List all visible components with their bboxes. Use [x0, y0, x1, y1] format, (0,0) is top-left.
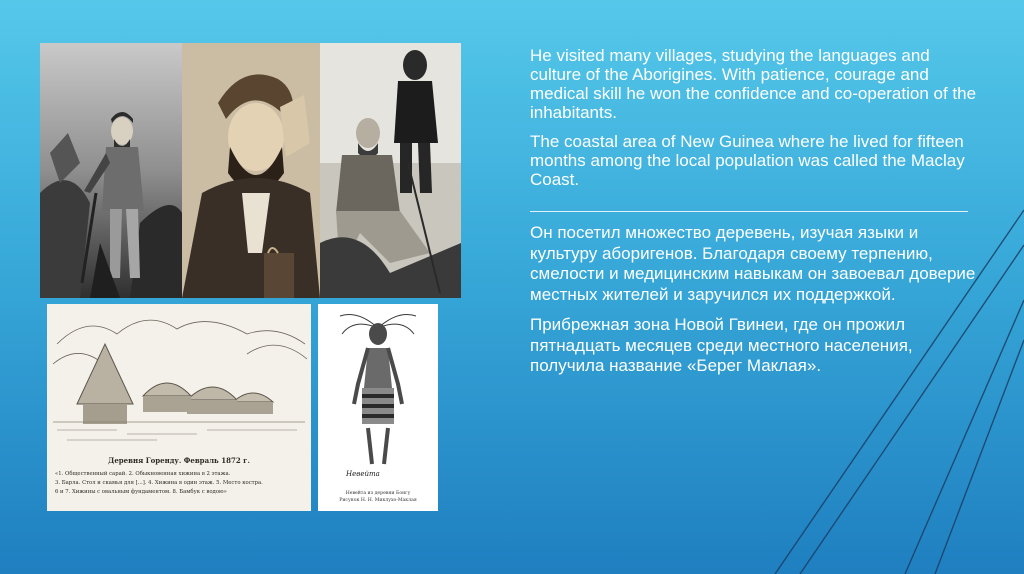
sketch-village-gorendu — [47, 304, 311, 511]
village-caption-line-2: 3. Барла. Стол и скамья для [...]. 4. Хижина в один этаж. 5. Место костра. — [55, 480, 263, 486]
native-caption-line-2: Рисунок Н. Н. Миклухо-Маклая — [339, 498, 417, 503]
photo-portrait-explorer — [182, 43, 320, 298]
russian-paragraph-2: Прибрежная зона Новой Гвинеи, где он прожил пятнадцать месяцев среди местного населения, получила название «Берег Маклая». — [530, 315, 913, 375]
english-paragraph-2: The coastal area of New Guinea where he lived for fifteen months among the local population was called the Maclay Coast. — [530, 132, 965, 189]
separator-line — [530, 211, 968, 212]
russian-paragraph-1: Он посетил множество деревень, изучая языки и культуру аборигенов. Благодаря своему терпению, смелости и медицинским навыкам он завоевал доверие местных жителей и заручился их поддержкой. — [530, 223, 976, 304]
slide-text — [530, 46, 980, 387]
photo-explorer-with-native — [320, 43, 461, 298]
native-caption-line-1: Невейта из деревни Бонгу — [345, 491, 411, 496]
photo-standing-explorer — [40, 43, 182, 298]
village-caption-title: Деревня Горенду. Февраль 1872 г. — [108, 456, 250, 465]
drawing-native-neveita — [318, 304, 438, 511]
village-caption-line-1: «1. Общественный сарай. 2. Обыкновенная хижина в 2 этажа. — [55, 471, 231, 477]
village-caption-line-3: 6 и 7. Хижины с овальным фундаментом. 8. Бамбук с водою» — [55, 489, 227, 495]
english-paragraph-1: He visited many villages, studying the languages and culture of the Aborigines. With patience, courage and medical skill he won the confidence and co-operation of the inhabitants. — [530, 46, 977, 122]
native-handwritten-label: Невейта — [346, 470, 380, 478]
